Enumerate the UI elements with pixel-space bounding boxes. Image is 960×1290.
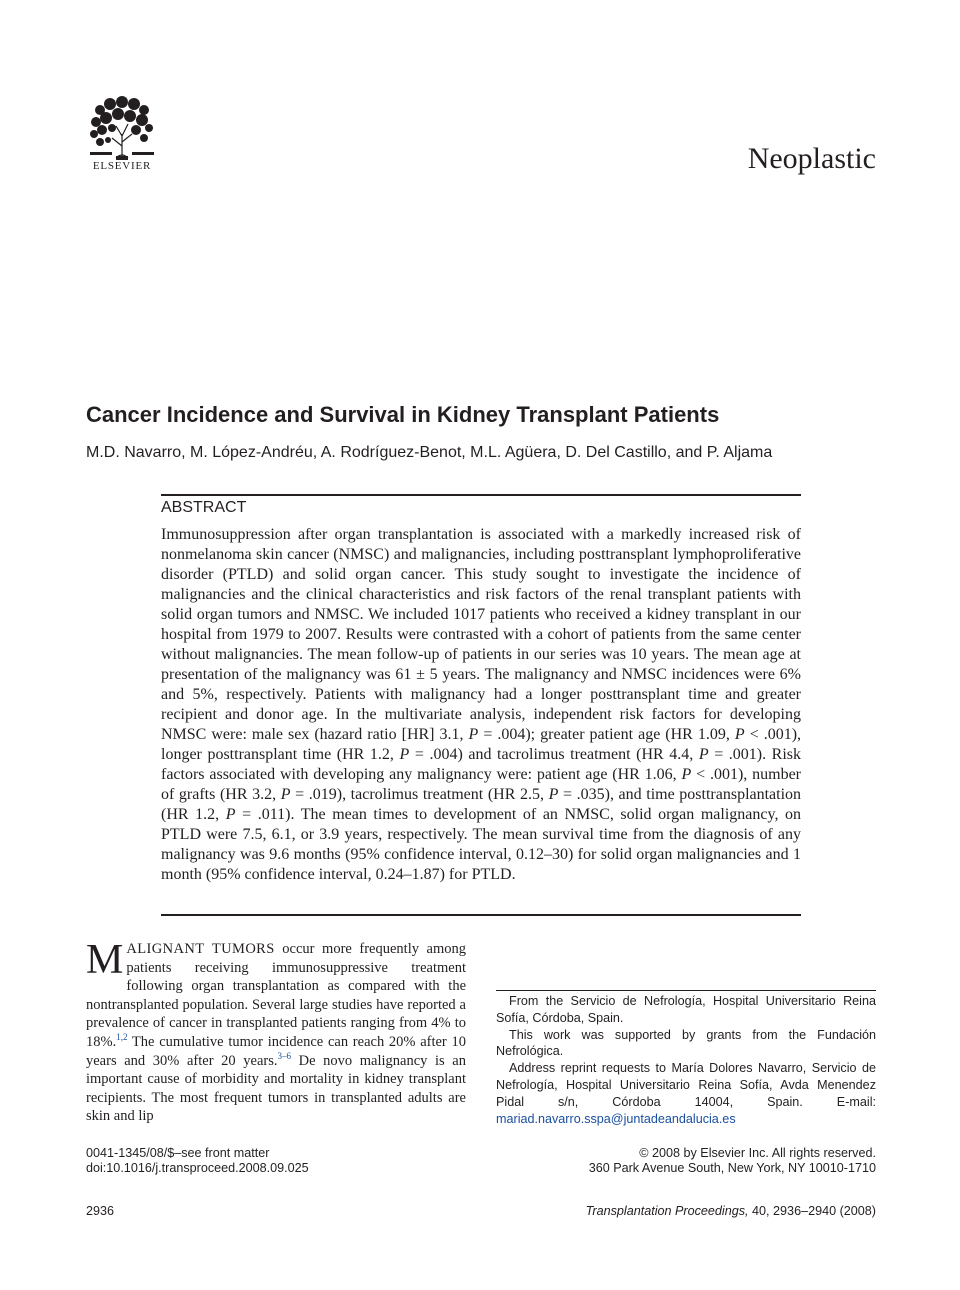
drop-cap: M — [86, 937, 124, 983]
section-label: Neoplastic — [747, 142, 876, 175]
abstract-heading: ABSTRACT — [161, 499, 247, 516]
abstract-bottom-rule — [161, 914, 801, 916]
funding-note: This work was supported by grants from the Fundación Nefrológica. — [496, 1027, 876, 1059]
page-number: 2936 — [86, 1204, 115, 1218]
abstract-text: Immunosuppression after organ transplantation is associated with a markedly increased risk of nonmelanoma skin cancer (NMSC) and malignancies, including posttransplant lymphoproliferative disorder (PTLD) and solid organ cancer. This study sought to investigate the incidence of malignancies and the clinical characteristics and risk factors of the renal transplant patients with solid organ tumors and NMSC. We included 1017 patients who received a kidney transplant in our hospital from 1979 to 2007. Results were contrasted with a cohort of patients from the same center without malignancies. The mean follow-up of patients in our series was 10 years. The mean age at presentation of the malignancy was 61 ± 5 years. The malignancy and NMSC incidences were 6% and 5%, respectively. Patients with malignancy had a longer posttransplant time and greater recipient and donor age. In the multivariate analysis, independent risk factors for developing NMSC were: male sex (hazard ratio [HR] 3.1, P = .004); greater patient age (HR 1.09, P < .001), longer posttransplant time (HR 1.2, P = .004) and tacrolimus treatment (HR 4.4, P = .001). Risk factors associated with developing any malignancy were: patient age (HR 1.06, P < .001), number of grafts (HR 3.2, P = .019), tacrolimus treatment (HR 2.5, P = .035), and time posttransplantation (HR 1.2, P = .011). The mean times to development of an NMSC, solid organ malignancy, on PTLD were 7.5, 6.1, or 3.9 years, respectively. The mean survival time from the diagnosis of any malignancy was 9.6 months (95% confidence interval, 0.12–30) for solid organ malignancies and 1 month (95% confidence interval, 0.24–1.87) for PTLD. — [161, 526, 802, 883]
body-text-column: MALIGNANT TUMORS occur more frequently among patients receiving immunosuppressive treatment following organ transplantation as compared with the nontransplanted population. Several large studies have reported a prevalence of cancer in transplanted patients ranging from 4% to 18%.$^{1,2}$ The cumulative tumor incidence can reach 20% after 10 years and 30% after 20 years.$^{3-6}$ De novo malignancy is an important cause of morbidity and mortality in kidney transplant recipients. The most frequent tumors in transplanted adults are skin and lip — [86, 937, 467, 1125]
citation-link[interactable]: 3–6 — [277, 1050, 291, 1061]
publisher-address: 360 Park Avenue South, New York, NY 10010-1710 — [588, 1161, 876, 1175]
copyright: © 2008 by Elsevier Inc. All rights reserved. — [639, 1146, 876, 1160]
lead-smallcaps: ALIGNANT TUMORS — [126, 941, 275, 957]
citation-link[interactable]: 1,2 — [116, 1032, 128, 1043]
reprint-note: Address reprint requests to María Dolores Navarro, Servicio de Nefrología, Hospital Universitario Reina Sofía, Avda Menendez Pidal s/n, Córdoba 14004, Spain. E-mail: mariad.navarro.sspa@juntadeandalucia.es — [496, 1061, 876, 1126]
email-link[interactable]: mariad.navarro.sspa@juntadeandalucia.es — [496, 1111, 736, 1126]
abstract-top-rule — [161, 494, 801, 496]
footer-right — [589, 1146, 876, 1176]
affiliation-note: From the Servicio de Nefrología, Hospital Universitario Reina Sofía, Córdoba, Spain. — [496, 994, 876, 1025]
publisher-name: ELSEVIER — [92, 160, 152, 172]
issn: 0041-1345/08/$–see front matter — [86, 1146, 270, 1160]
author-list: M.D. Navarro, M. López-Andréu, A. Rodríguez-Benot, M.L. Agüera, D. Del Castillo, and P. Aljama — [86, 444, 773, 461]
article-title: Cancer Incidence and Survival in Kidney Transplant Patients — [86, 402, 720, 427]
doi: doi:10.1016/j.transproceed.2008.09.025 — [86, 1161, 309, 1175]
author-notes — [496, 993, 876, 1127]
notes-rule — [496, 990, 876, 991]
journal-citation: Transplantation Proceedings, 40, 2936–2940 (2008) — [585, 1204, 876, 1218]
footer-left — [86, 1146, 309, 1176]
